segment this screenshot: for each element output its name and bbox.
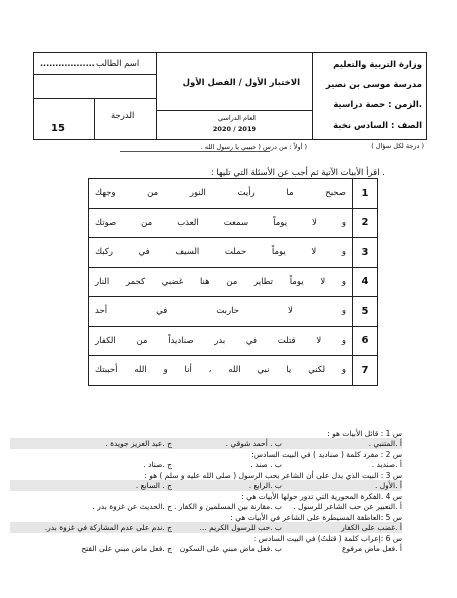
academic-year-value: 2019 / 2020 bbox=[212, 125, 256, 133]
verse-row bbox=[89, 179, 378, 209]
verse-word: صوتك bbox=[95, 217, 117, 228]
ministry-name: وزارة التربية والتعليم bbox=[333, 60, 422, 70]
verse-word: يوماً bbox=[289, 276, 304, 287]
verse-number: 3 bbox=[353, 238, 378, 268]
verse-word: حملت bbox=[224, 247, 247, 258]
answer-option-a[interactable]: أ .غضب على الكفار bbox=[341, 523, 402, 532]
answer-options-row bbox=[10, 501, 402, 512]
verse-text bbox=[89, 208, 353, 238]
answer-option-b[interactable]: ب .حب للرسول الكريم ... bbox=[199, 523, 282, 532]
verse-word: النار bbox=[95, 276, 110, 287]
verse-word: سمعت bbox=[223, 217, 249, 228]
verse-word: لا bbox=[316, 335, 322, 346]
verse-word: يوماً bbox=[271, 247, 286, 258]
verse-number: 6 bbox=[353, 326, 378, 356]
verse-word: من bbox=[141, 217, 153, 228]
verse-word: النور bbox=[189, 188, 206, 199]
verse-word: الله bbox=[228, 365, 241, 376]
verse-word: العذب bbox=[177, 217, 199, 228]
verse-number: 7 bbox=[353, 356, 378, 386]
answer-option-a[interactable]: أ .فعل ماض مرفوع bbox=[342, 544, 402, 553]
verse-word: صناديداً bbox=[168, 335, 194, 346]
verse-row bbox=[89, 326, 378, 356]
verse-number: 4 bbox=[353, 267, 378, 297]
answer-option-a[interactable]: أ .المتنبي . bbox=[368, 439, 402, 448]
exam-title: الاختبار الأول / الفصل الأول bbox=[182, 78, 300, 88]
verse-word: في bbox=[138, 247, 150, 258]
verse-word: لا bbox=[320, 276, 326, 287]
school-name: مدرسة موسى بن نصير bbox=[325, 80, 422, 90]
question-text: س 6 :إعراب كلمة ( قتلتُ) في البيت السادس : bbox=[253, 534, 402, 543]
reading-instruction: . اقرأ الأبيات الآتية ثم أجب عن الأسئلة التي تليها : bbox=[210, 168, 385, 178]
lesson-note: ( أولاً : من درس ( حبيبي يا رسول الله . bbox=[200, 143, 307, 151]
verse-text bbox=[89, 356, 353, 386]
verse-word: نبي bbox=[257, 365, 270, 376]
verse-word: في bbox=[245, 335, 258, 346]
answer-option-b[interactable]: ب . أحمد شوقي . bbox=[225, 439, 282, 448]
verse-word: رأيت bbox=[237, 188, 255, 199]
answer-option-a[interactable]: أ .صنديد . bbox=[371, 460, 402, 469]
verse-word: من bbox=[136, 335, 148, 346]
answer-options-row bbox=[10, 438, 402, 449]
answer-option-c[interactable]: ج .ندم على عدم المشاركة في غزوة بدر. bbox=[44, 523, 172, 532]
verse-row bbox=[89, 356, 378, 386]
answer-option-b[interactable]: ب . صند . bbox=[250, 460, 282, 469]
verse-number: 5 bbox=[353, 297, 378, 327]
verse-word: من bbox=[226, 276, 238, 287]
header-divider bbox=[34, 74, 156, 75]
verse-word: من bbox=[147, 188, 159, 199]
verse-word: ، bbox=[208, 365, 212, 376]
verse-row bbox=[89, 208, 378, 238]
answer-options-row bbox=[10, 522, 402, 533]
verse-word: يا bbox=[286, 365, 292, 376]
verse-row bbox=[89, 297, 378, 327]
verse-word: كجمر bbox=[125, 276, 146, 287]
answer-option-a[interactable]: أ .التعبير عن حب الشاعر للرسول . bbox=[293, 502, 402, 511]
verse-word: حاربت bbox=[216, 306, 239, 317]
answer-option-b[interactable]: ب .مقارنة بين المسلمين و الكفار . bbox=[173, 502, 282, 511]
question-text: س 1 : قائل الأبيات هو : bbox=[327, 429, 402, 438]
header-divider bbox=[156, 110, 312, 111]
header-divider bbox=[94, 98, 95, 139]
verse-word: الكفار bbox=[95, 335, 116, 346]
verse-word: أحببتك bbox=[95, 365, 118, 376]
verse-text bbox=[89, 326, 353, 356]
verse-text bbox=[89, 297, 353, 327]
verse-number: 1 bbox=[353, 179, 378, 209]
header-divider bbox=[156, 53, 157, 139]
verse-word: و bbox=[163, 365, 168, 376]
verse-text bbox=[89, 238, 353, 268]
question-text: س 3 : البيت الذي يدل على أن الشاعر يحب الرسول ( صلى الله عليه و سلم ) هو : bbox=[144, 471, 402, 480]
verse-word: يوماً bbox=[273, 217, 288, 228]
score-note: ( درجة لكل سؤال ) bbox=[371, 142, 424, 150]
class-name: الصف : السادس نخبة bbox=[333, 121, 422, 131]
verse-word: غضبي bbox=[161, 276, 184, 287]
academic-year-label: العام الدراسي bbox=[217, 114, 256, 122]
answer-options-row bbox=[10, 459, 402, 470]
answer-option-a[interactable]: أ .الأول . bbox=[374, 481, 402, 490]
answer-option-c[interactable]: ج .صناد . bbox=[143, 460, 172, 469]
verse-word: لا bbox=[312, 217, 317, 228]
verse-row bbox=[89, 238, 378, 268]
verse-word: صحبح bbox=[325, 188, 346, 199]
answer-option-c[interactable]: ج .عبد العزيز جويدة . bbox=[105, 439, 172, 448]
student-name-dots: .................. bbox=[40, 59, 95, 68]
verse-word: و bbox=[341, 217, 346, 228]
verse-word: السيف bbox=[175, 247, 200, 258]
verse-word: أحد bbox=[95, 306, 108, 317]
answer-option-c[interactable]: ج . السابع . bbox=[135, 481, 172, 490]
verse-word: هنا bbox=[199, 276, 210, 287]
verse-word: لا bbox=[311, 247, 317, 258]
grade-label: الدرجة bbox=[111, 111, 135, 121]
verse-row bbox=[89, 267, 378, 297]
answer-option-c[interactable]: ج .فعل ماض مبني على الفتح bbox=[81, 544, 172, 553]
verse-word: الله bbox=[134, 365, 147, 376]
header-divider bbox=[34, 98, 156, 99]
answer-option-c[interactable]: ج .الحديث عن غزوة بدر . bbox=[92, 502, 172, 511]
header-divider bbox=[312, 53, 313, 139]
poem-table bbox=[88, 178, 378, 386]
verse-word: و bbox=[341, 335, 346, 346]
answer-options-row bbox=[10, 543, 402, 554]
verse-word: لكني bbox=[308, 365, 326, 376]
question-text: س 5 :العاطفة المسيطرة على الشاعر في الأبيات هي : bbox=[230, 513, 402, 522]
verse-number: 2 bbox=[353, 208, 378, 238]
answer-option-b[interactable]: ب .فعل ماض مبني على السكون bbox=[179, 544, 282, 553]
answer-options-row bbox=[10, 480, 402, 491]
student-name-label: اسم الطالب bbox=[96, 59, 140, 69]
verse-text bbox=[89, 179, 353, 209]
grade-total: 15 bbox=[51, 123, 65, 134]
verse-word: و bbox=[341, 365, 346, 376]
verse-word: في bbox=[156, 306, 168, 317]
exam-header-table bbox=[33, 52, 427, 140]
verse-word: و bbox=[341, 247, 346, 258]
verse-word: تطاير bbox=[254, 276, 274, 287]
verse-word: قتلت bbox=[277, 335, 296, 346]
verse-text bbox=[89, 267, 353, 297]
question-text: س 2 : مفرد كلمة ( صناديد ) في البيت السادس: bbox=[251, 450, 402, 459]
verse-word: و bbox=[341, 276, 346, 287]
verse-word: أنا bbox=[184, 365, 192, 376]
answer-option-b[interactable]: ب .الرابع . bbox=[248, 481, 282, 490]
verse-word: بدر bbox=[214, 335, 226, 346]
verse-word: ركبك bbox=[95, 247, 113, 258]
verse-word: لا bbox=[288, 306, 293, 317]
lesson-underline bbox=[120, 151, 270, 152]
verse-word: وجهك bbox=[95, 188, 116, 199]
verse-word: و bbox=[341, 306, 346, 317]
verse-word: ما bbox=[286, 188, 294, 199]
exam-duration: .الزمن : حصة دراسية bbox=[333, 100, 422, 110]
question-text: س 4 .الفكرة المحورية التي تدور حولها الأبيات هي : bbox=[241, 492, 402, 501]
